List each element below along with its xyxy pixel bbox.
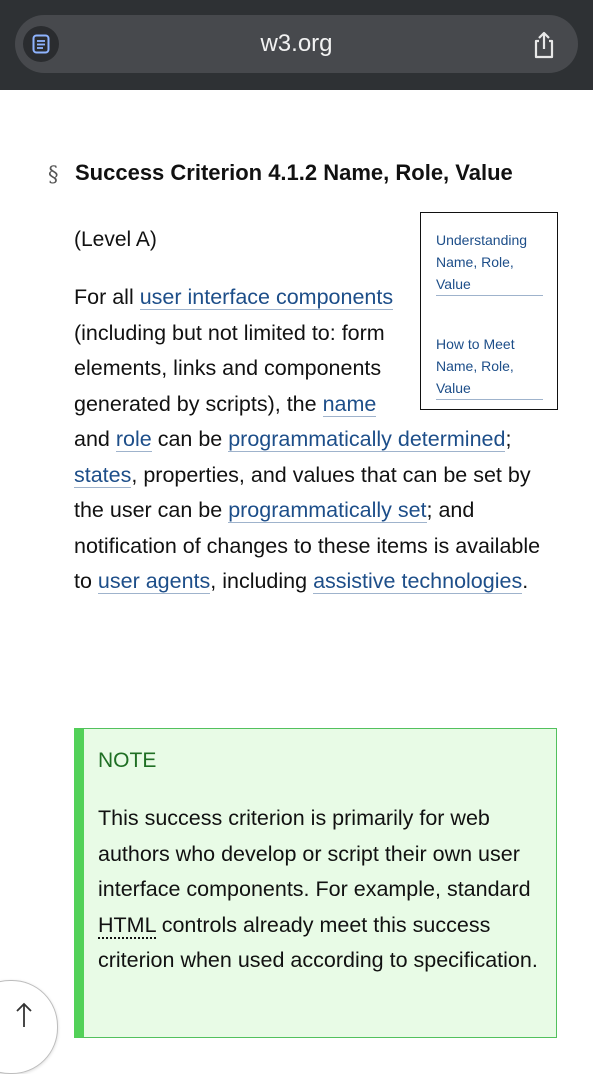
text-span: For all (74, 285, 140, 309)
back-to-top-button[interactable] (0, 980, 58, 1074)
link-user-agents[interactable]: user agents (97, 569, 211, 593)
link-user-interface-components[interactable]: user interface components (139, 285, 394, 309)
share-icon (530, 30, 558, 60)
link-role[interactable]: role (115, 427, 152, 451)
understanding-sidebar (420, 212, 558, 410)
url-text[interactable]: w3.org (260, 30, 333, 57)
how-to-meet-link[interactable]: How to Meet Name, Role, Value (436, 333, 543, 400)
conformance-level: (Level A) (74, 228, 157, 251)
text-span: . (522, 569, 529, 593)
text-span: ; and notification of changes to these items is available to (74, 498, 541, 593)
link-programmatically-set[interactable]: programmatically set (228, 498, 427, 522)
link-states[interactable]: states (74, 462, 132, 487)
abbr-html: HTML (98, 912, 156, 937)
understanding-link[interactable]: Understanding Name, Role, Value (436, 229, 543, 296)
text-span: controls already meet this success criterion when used according to specification. (98, 912, 538, 972)
arrow-up-icon (15, 1001, 33, 1027)
section-link-mark[interactable]: § (48, 162, 59, 186)
share-button[interactable] (530, 30, 558, 60)
browser-toolbar (0, 0, 593, 90)
note-title: NOTE (98, 749, 157, 772)
text-span: and (74, 427, 116, 451)
text-span: , including (210, 569, 314, 593)
note-text (98, 801, 548, 979)
text-span: , properties, and values that can be set by the user can be (74, 462, 531, 522)
text-span: This success criterion is primarily for web authors who develop or script their own user interface components. For example, standard (98, 806, 531, 901)
note-box (74, 728, 557, 1038)
link-programmatically-determined[interactable]: programmatically determined (228, 427, 506, 451)
page-content (0, 90, 593, 1024)
link-name[interactable]: name (322, 391, 377, 416)
text-span: (including but not limited to: form elements, links and components generated by scripts), the (74, 320, 385, 416)
link-assistive-technologies[interactable]: assistive technologies (313, 569, 523, 593)
page-title: Success Criterion 4.1.2 Name, Role, Value (75, 160, 513, 185)
address-bar[interactable] (15, 15, 578, 73)
text-span: can be (151, 427, 229, 451)
text-span: ; (505, 427, 512, 451)
